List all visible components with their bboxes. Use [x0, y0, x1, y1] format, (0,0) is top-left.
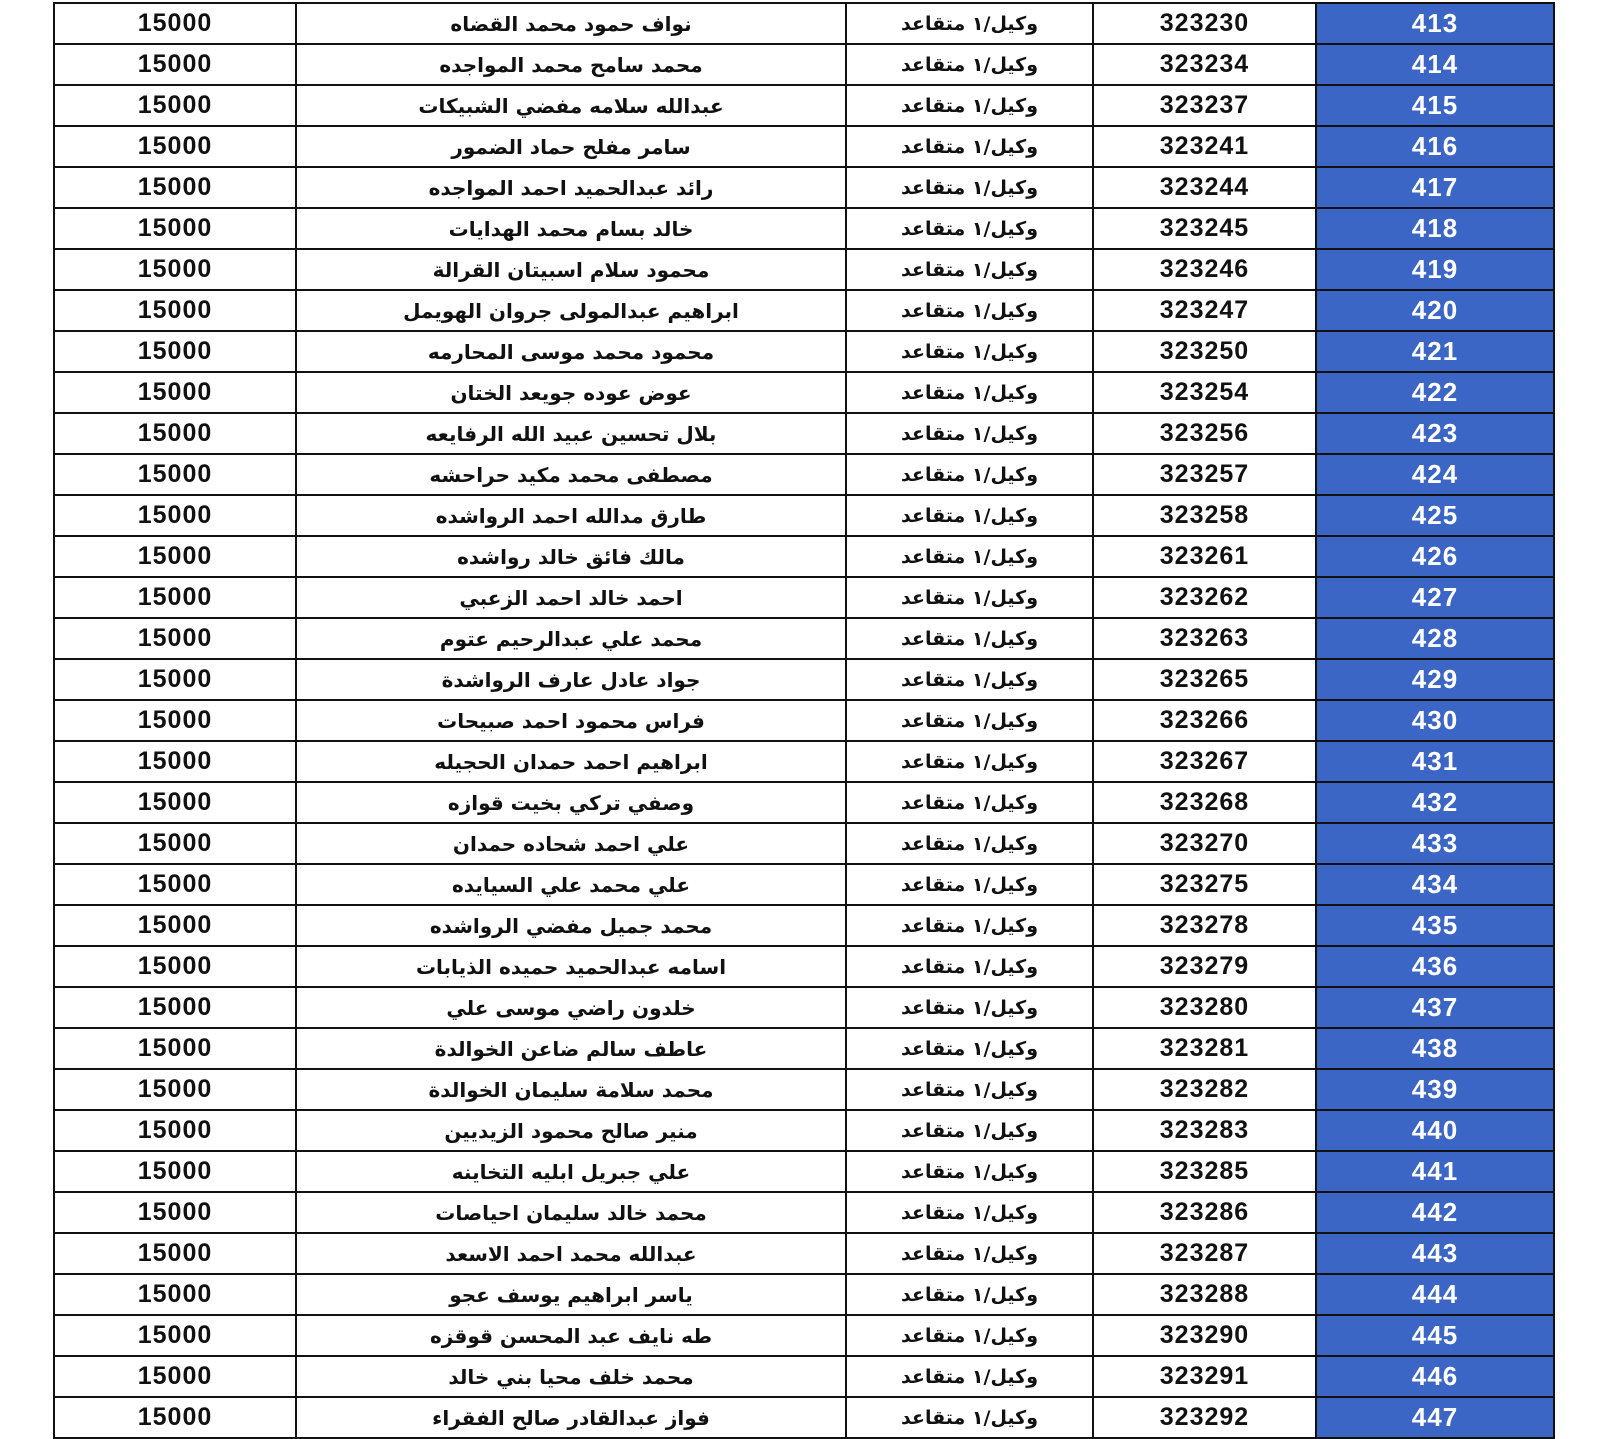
- beneficiaries-sheet: [53, 2, 1555, 1439]
- name-cell: فراس محمود احمد صبيحات: [296, 700, 846, 741]
- table-row: [54, 782, 1554, 823]
- sequence-cell: 433: [1316, 823, 1554, 864]
- table-row: [54, 331, 1554, 372]
- name-cell: مالك فائق خالد رواشده: [296, 536, 846, 577]
- service-number-cell: 323265: [1093, 659, 1316, 700]
- beneficiaries-table: [53, 2, 1555, 1439]
- amount-cell: 15000: [54, 536, 296, 577]
- amount-cell: 15000: [54, 413, 296, 454]
- amount-cell: 15000: [54, 208, 296, 249]
- rank-cell: وكيل/١ متقاعد: [846, 495, 1093, 536]
- rank-cell: وكيل/١ متقاعد: [846, 864, 1093, 905]
- amount-cell: 15000: [54, 1028, 296, 1069]
- rank-cell: وكيل/١ متقاعد: [846, 1151, 1093, 1192]
- sequence-cell: 445: [1316, 1315, 1554, 1356]
- amount-cell: 15000: [54, 85, 296, 126]
- service-number-cell: 323286: [1093, 1192, 1316, 1233]
- sequence-cell: 438: [1316, 1028, 1554, 1069]
- name-cell: وصفي تركي بخيت قوازه: [296, 782, 846, 823]
- rank-cell: وكيل/١ متقاعد: [846, 741, 1093, 782]
- service-number-cell: 323291: [1093, 1356, 1316, 1397]
- table-row: [54, 167, 1554, 208]
- rank-cell: وكيل/١ متقاعد: [846, 946, 1093, 987]
- sequence-cell: 423: [1316, 413, 1554, 454]
- sequence-cell: 434: [1316, 864, 1554, 905]
- sequence-cell: 421: [1316, 331, 1554, 372]
- table-row: [54, 987, 1554, 1028]
- sequence-cell: 418: [1316, 208, 1554, 249]
- rank-cell: وكيل/١ متقاعد: [846, 700, 1093, 741]
- rank-cell: وكيل/١ متقاعد: [846, 1397, 1093, 1438]
- rank-cell: وكيل/١ متقاعد: [846, 1315, 1093, 1356]
- rank-cell: وكيل/١ متقاعد: [846, 1028, 1093, 1069]
- table-row: [54, 1315, 1554, 1356]
- rank-cell: وكيل/١ متقاعد: [846, 618, 1093, 659]
- table-row: [54, 823, 1554, 864]
- sequence-cell: 419: [1316, 249, 1554, 290]
- amount-cell: 15000: [54, 372, 296, 413]
- rank-cell: وكيل/١ متقاعد: [846, 290, 1093, 331]
- table-row: [54, 372, 1554, 413]
- service-number-cell: 323268: [1093, 782, 1316, 823]
- service-number-cell: 323262: [1093, 577, 1316, 618]
- sequence-cell: 437: [1316, 987, 1554, 1028]
- service-number-cell: 323256: [1093, 413, 1316, 454]
- name-cell: اسامه عبدالحميد حميده الذيابات: [296, 946, 846, 987]
- name-cell: فواز عبدالقادر صالح الفقراء: [296, 1397, 846, 1438]
- table-row: [54, 249, 1554, 290]
- name-cell: منير صالح محمود الزيديين: [296, 1110, 846, 1151]
- table-row: [54, 44, 1554, 85]
- sequence-cell: 429: [1316, 659, 1554, 700]
- name-cell: عبدالله محمد احمد الاسعد: [296, 1233, 846, 1274]
- table-row: [54, 454, 1554, 495]
- amount-cell: 15000: [54, 44, 296, 85]
- amount-cell: 15000: [54, 454, 296, 495]
- service-number-cell: 323282: [1093, 1069, 1316, 1110]
- table-row: [54, 1192, 1554, 1233]
- rank-cell: وكيل/١ متقاعد: [846, 208, 1093, 249]
- sequence-cell: 426: [1316, 536, 1554, 577]
- rank-cell: وكيل/١ متقاعد: [846, 1356, 1093, 1397]
- sequence-cell: 420: [1316, 290, 1554, 331]
- sequence-cell: 440: [1316, 1110, 1554, 1151]
- sequence-cell: 422: [1316, 372, 1554, 413]
- table-row: [54, 1110, 1554, 1151]
- amount-cell: 15000: [54, 126, 296, 167]
- amount-cell: 15000: [54, 1356, 296, 1397]
- name-cell: علي محمد علي السيايده: [296, 864, 846, 905]
- service-number-cell: 323250: [1093, 331, 1316, 372]
- name-cell: خالد بسام محمد الهدايات: [296, 208, 846, 249]
- amount-cell: 15000: [54, 946, 296, 987]
- service-number-cell: 323261: [1093, 536, 1316, 577]
- sequence-cell: 428: [1316, 618, 1554, 659]
- table-row: [54, 208, 1554, 249]
- sequence-cell: 432: [1316, 782, 1554, 823]
- table-row: [54, 85, 1554, 126]
- name-cell: احمد خالد احمد الزعبي: [296, 577, 846, 618]
- service-number-cell: 323288: [1093, 1274, 1316, 1315]
- service-number-cell: 323245: [1093, 208, 1316, 249]
- service-number-cell: 323267: [1093, 741, 1316, 782]
- name-cell: علي جبريل ابليه التخاينه: [296, 1151, 846, 1192]
- amount-cell: 15000: [54, 1274, 296, 1315]
- table-row: [54, 905, 1554, 946]
- rank-cell: وكيل/١ متقاعد: [846, 577, 1093, 618]
- name-cell: محمد علي عبدالرحيم عتوم: [296, 618, 846, 659]
- amount-cell: 15000: [54, 577, 296, 618]
- name-cell: عوض عوده جويعد الختان: [296, 372, 846, 413]
- name-cell: محمد سلامة سليمان الخوالدة: [296, 1069, 846, 1110]
- amount-cell: 15000: [54, 1110, 296, 1151]
- rank-cell: وكيل/١ متقاعد: [846, 126, 1093, 167]
- sequence-cell: 413: [1316, 3, 1554, 44]
- name-cell: سامر مفلح حماد الضمور: [296, 126, 846, 167]
- amount-cell: 15000: [54, 1192, 296, 1233]
- service-number-cell: 323278: [1093, 905, 1316, 946]
- table-row: [54, 864, 1554, 905]
- sequence-cell: 436: [1316, 946, 1554, 987]
- table-row: [54, 1397, 1554, 1438]
- service-number-cell: 323254: [1093, 372, 1316, 413]
- table-row: [54, 946, 1554, 987]
- table-row: [54, 618, 1554, 659]
- name-cell: خلدون راضي موسى علي: [296, 987, 846, 1028]
- service-number-cell: 323283: [1093, 1110, 1316, 1151]
- name-cell: ياسر ابراهيم يوسف عجو: [296, 1274, 846, 1315]
- sequence-cell: 442: [1316, 1192, 1554, 1233]
- sequence-cell: 427: [1316, 577, 1554, 618]
- amount-cell: 15000: [54, 782, 296, 823]
- sequence-cell: 414: [1316, 44, 1554, 85]
- sequence-cell: 431: [1316, 741, 1554, 782]
- rank-cell: وكيل/١ متقاعد: [846, 987, 1093, 1028]
- name-cell: عاطف سالم ضاعن الخوالدة: [296, 1028, 846, 1069]
- amount-cell: 15000: [54, 167, 296, 208]
- rank-cell: وكيل/١ متقاعد: [846, 1110, 1093, 1151]
- service-number-cell: 323292: [1093, 1397, 1316, 1438]
- service-number-cell: 323241: [1093, 126, 1316, 167]
- table-row: [54, 659, 1554, 700]
- sequence-cell: 416: [1316, 126, 1554, 167]
- table-row: [54, 741, 1554, 782]
- amount-cell: 15000: [54, 331, 296, 372]
- amount-cell: 15000: [54, 905, 296, 946]
- name-cell: ابراهيم عبدالمولى جروان الهويمل: [296, 290, 846, 331]
- table-row: [54, 1028, 1554, 1069]
- rank-cell: وكيل/١ متقاعد: [846, 1192, 1093, 1233]
- rank-cell: وكيل/١ متقاعد: [846, 659, 1093, 700]
- amount-cell: 15000: [54, 1233, 296, 1274]
- table-row: [54, 1151, 1554, 1192]
- service-number-cell: 323247: [1093, 290, 1316, 331]
- service-number-cell: 323266: [1093, 700, 1316, 741]
- table-body: [54, 3, 1554, 1438]
- table-row: [54, 126, 1554, 167]
- sequence-cell: 415: [1316, 85, 1554, 126]
- name-cell: طارق مدالله احمد الرواشده: [296, 495, 846, 536]
- name-cell: محمود محمد موسى المحارمه: [296, 331, 846, 372]
- rank-cell: وكيل/١ متقاعد: [846, 44, 1093, 85]
- sequence-cell: 443: [1316, 1233, 1554, 1274]
- service-number-cell: 323230: [1093, 3, 1316, 44]
- name-cell: محمود سلام اسبيتان القرالة: [296, 249, 846, 290]
- rank-cell: وكيل/١ متقاعد: [846, 1233, 1093, 1274]
- rank-cell: وكيل/١ متقاعد: [846, 413, 1093, 454]
- amount-cell: 15000: [54, 1151, 296, 1192]
- table-row: [54, 1233, 1554, 1274]
- table-row: [54, 577, 1554, 618]
- service-number-cell: 323234: [1093, 44, 1316, 85]
- sequence-cell: 417: [1316, 167, 1554, 208]
- table-row: [54, 536, 1554, 577]
- sequence-cell: 439: [1316, 1069, 1554, 1110]
- name-cell: عبدالله سلامه مفضي الشبيكات: [296, 85, 846, 126]
- sequence-cell: 447: [1316, 1397, 1554, 1438]
- amount-cell: 15000: [54, 1397, 296, 1438]
- amount-cell: 15000: [54, 700, 296, 741]
- service-number-cell: 323246: [1093, 249, 1316, 290]
- amount-cell: 15000: [54, 3, 296, 44]
- table-row: [54, 700, 1554, 741]
- rank-cell: وكيل/١ متقاعد: [846, 167, 1093, 208]
- name-cell: بلال تحسين عبيد الله الرفايعه: [296, 413, 846, 454]
- rank-cell: وكيل/١ متقاعد: [846, 454, 1093, 495]
- rank-cell: وكيل/١ متقاعد: [846, 3, 1093, 44]
- sequence-cell: 444: [1316, 1274, 1554, 1315]
- name-cell: محمد خالد سليمان احياصات: [296, 1192, 846, 1233]
- rank-cell: وكيل/١ متقاعد: [846, 249, 1093, 290]
- service-number-cell: 323275: [1093, 864, 1316, 905]
- service-number-cell: 323287: [1093, 1233, 1316, 1274]
- name-cell: محمد سامح محمد المواجده: [296, 44, 846, 85]
- rank-cell: وكيل/١ متقاعد: [846, 536, 1093, 577]
- sequence-cell: 430: [1316, 700, 1554, 741]
- rank-cell: وكيل/١ متقاعد: [846, 372, 1093, 413]
- sequence-cell: 425: [1316, 495, 1554, 536]
- table-row: [54, 3, 1554, 44]
- table-row: [54, 413, 1554, 454]
- name-cell: علي احمد شحاده حمدان: [296, 823, 846, 864]
- amount-cell: 15000: [54, 290, 296, 331]
- sequence-cell: 435: [1316, 905, 1554, 946]
- name-cell: محمد جميل مفضي الرواشده: [296, 905, 846, 946]
- name-cell: طه نايف عبد المحسن قوقزه: [296, 1315, 846, 1356]
- sequence-cell: 446: [1316, 1356, 1554, 1397]
- rank-cell: وكيل/١ متقاعد: [846, 331, 1093, 372]
- amount-cell: 15000: [54, 1315, 296, 1356]
- service-number-cell: 323237: [1093, 85, 1316, 126]
- table-row: [54, 1069, 1554, 1110]
- amount-cell: 15000: [54, 618, 296, 659]
- service-number-cell: 323257: [1093, 454, 1316, 495]
- rank-cell: وكيل/١ متقاعد: [846, 1274, 1093, 1315]
- table-row: [54, 1274, 1554, 1315]
- service-number-cell: 323290: [1093, 1315, 1316, 1356]
- name-cell: جواد عادل عارف الرواشدة: [296, 659, 846, 700]
- service-number-cell: 323244: [1093, 167, 1316, 208]
- service-number-cell: 323258: [1093, 495, 1316, 536]
- rank-cell: وكيل/١ متقاعد: [846, 1069, 1093, 1110]
- name-cell: ابراهيم احمد حمدان الحجيله: [296, 741, 846, 782]
- rank-cell: وكيل/١ متقاعد: [846, 823, 1093, 864]
- amount-cell: 15000: [54, 823, 296, 864]
- name-cell: مصطفى محمد مكيد حراحشه: [296, 454, 846, 495]
- service-number-cell: 323285: [1093, 1151, 1316, 1192]
- table-row: [54, 495, 1554, 536]
- rank-cell: وكيل/١ متقاعد: [846, 905, 1093, 946]
- service-number-cell: 323280: [1093, 987, 1316, 1028]
- service-number-cell: 323263: [1093, 618, 1316, 659]
- sequence-cell: 424: [1316, 454, 1554, 495]
- amount-cell: 15000: [54, 741, 296, 782]
- amount-cell: 15000: [54, 987, 296, 1028]
- name-cell: محمد خلف محيا بني خالد: [296, 1356, 846, 1397]
- table-row: [54, 290, 1554, 331]
- name-cell: نواف حمود محمد القضاه: [296, 3, 846, 44]
- service-number-cell: 323279: [1093, 946, 1316, 987]
- amount-cell: 15000: [54, 495, 296, 536]
- amount-cell: 15000: [54, 1069, 296, 1110]
- amount-cell: 15000: [54, 864, 296, 905]
- amount-cell: 15000: [54, 659, 296, 700]
- name-cell: رائد عبدالحميد احمد المواجده: [296, 167, 846, 208]
- service-number-cell: 323281: [1093, 1028, 1316, 1069]
- service-number-cell: 323270: [1093, 823, 1316, 864]
- rank-cell: وكيل/١ متقاعد: [846, 85, 1093, 126]
- sequence-cell: 441: [1316, 1151, 1554, 1192]
- amount-cell: 15000: [54, 249, 296, 290]
- table-row: [54, 1356, 1554, 1397]
- rank-cell: وكيل/١ متقاعد: [846, 782, 1093, 823]
